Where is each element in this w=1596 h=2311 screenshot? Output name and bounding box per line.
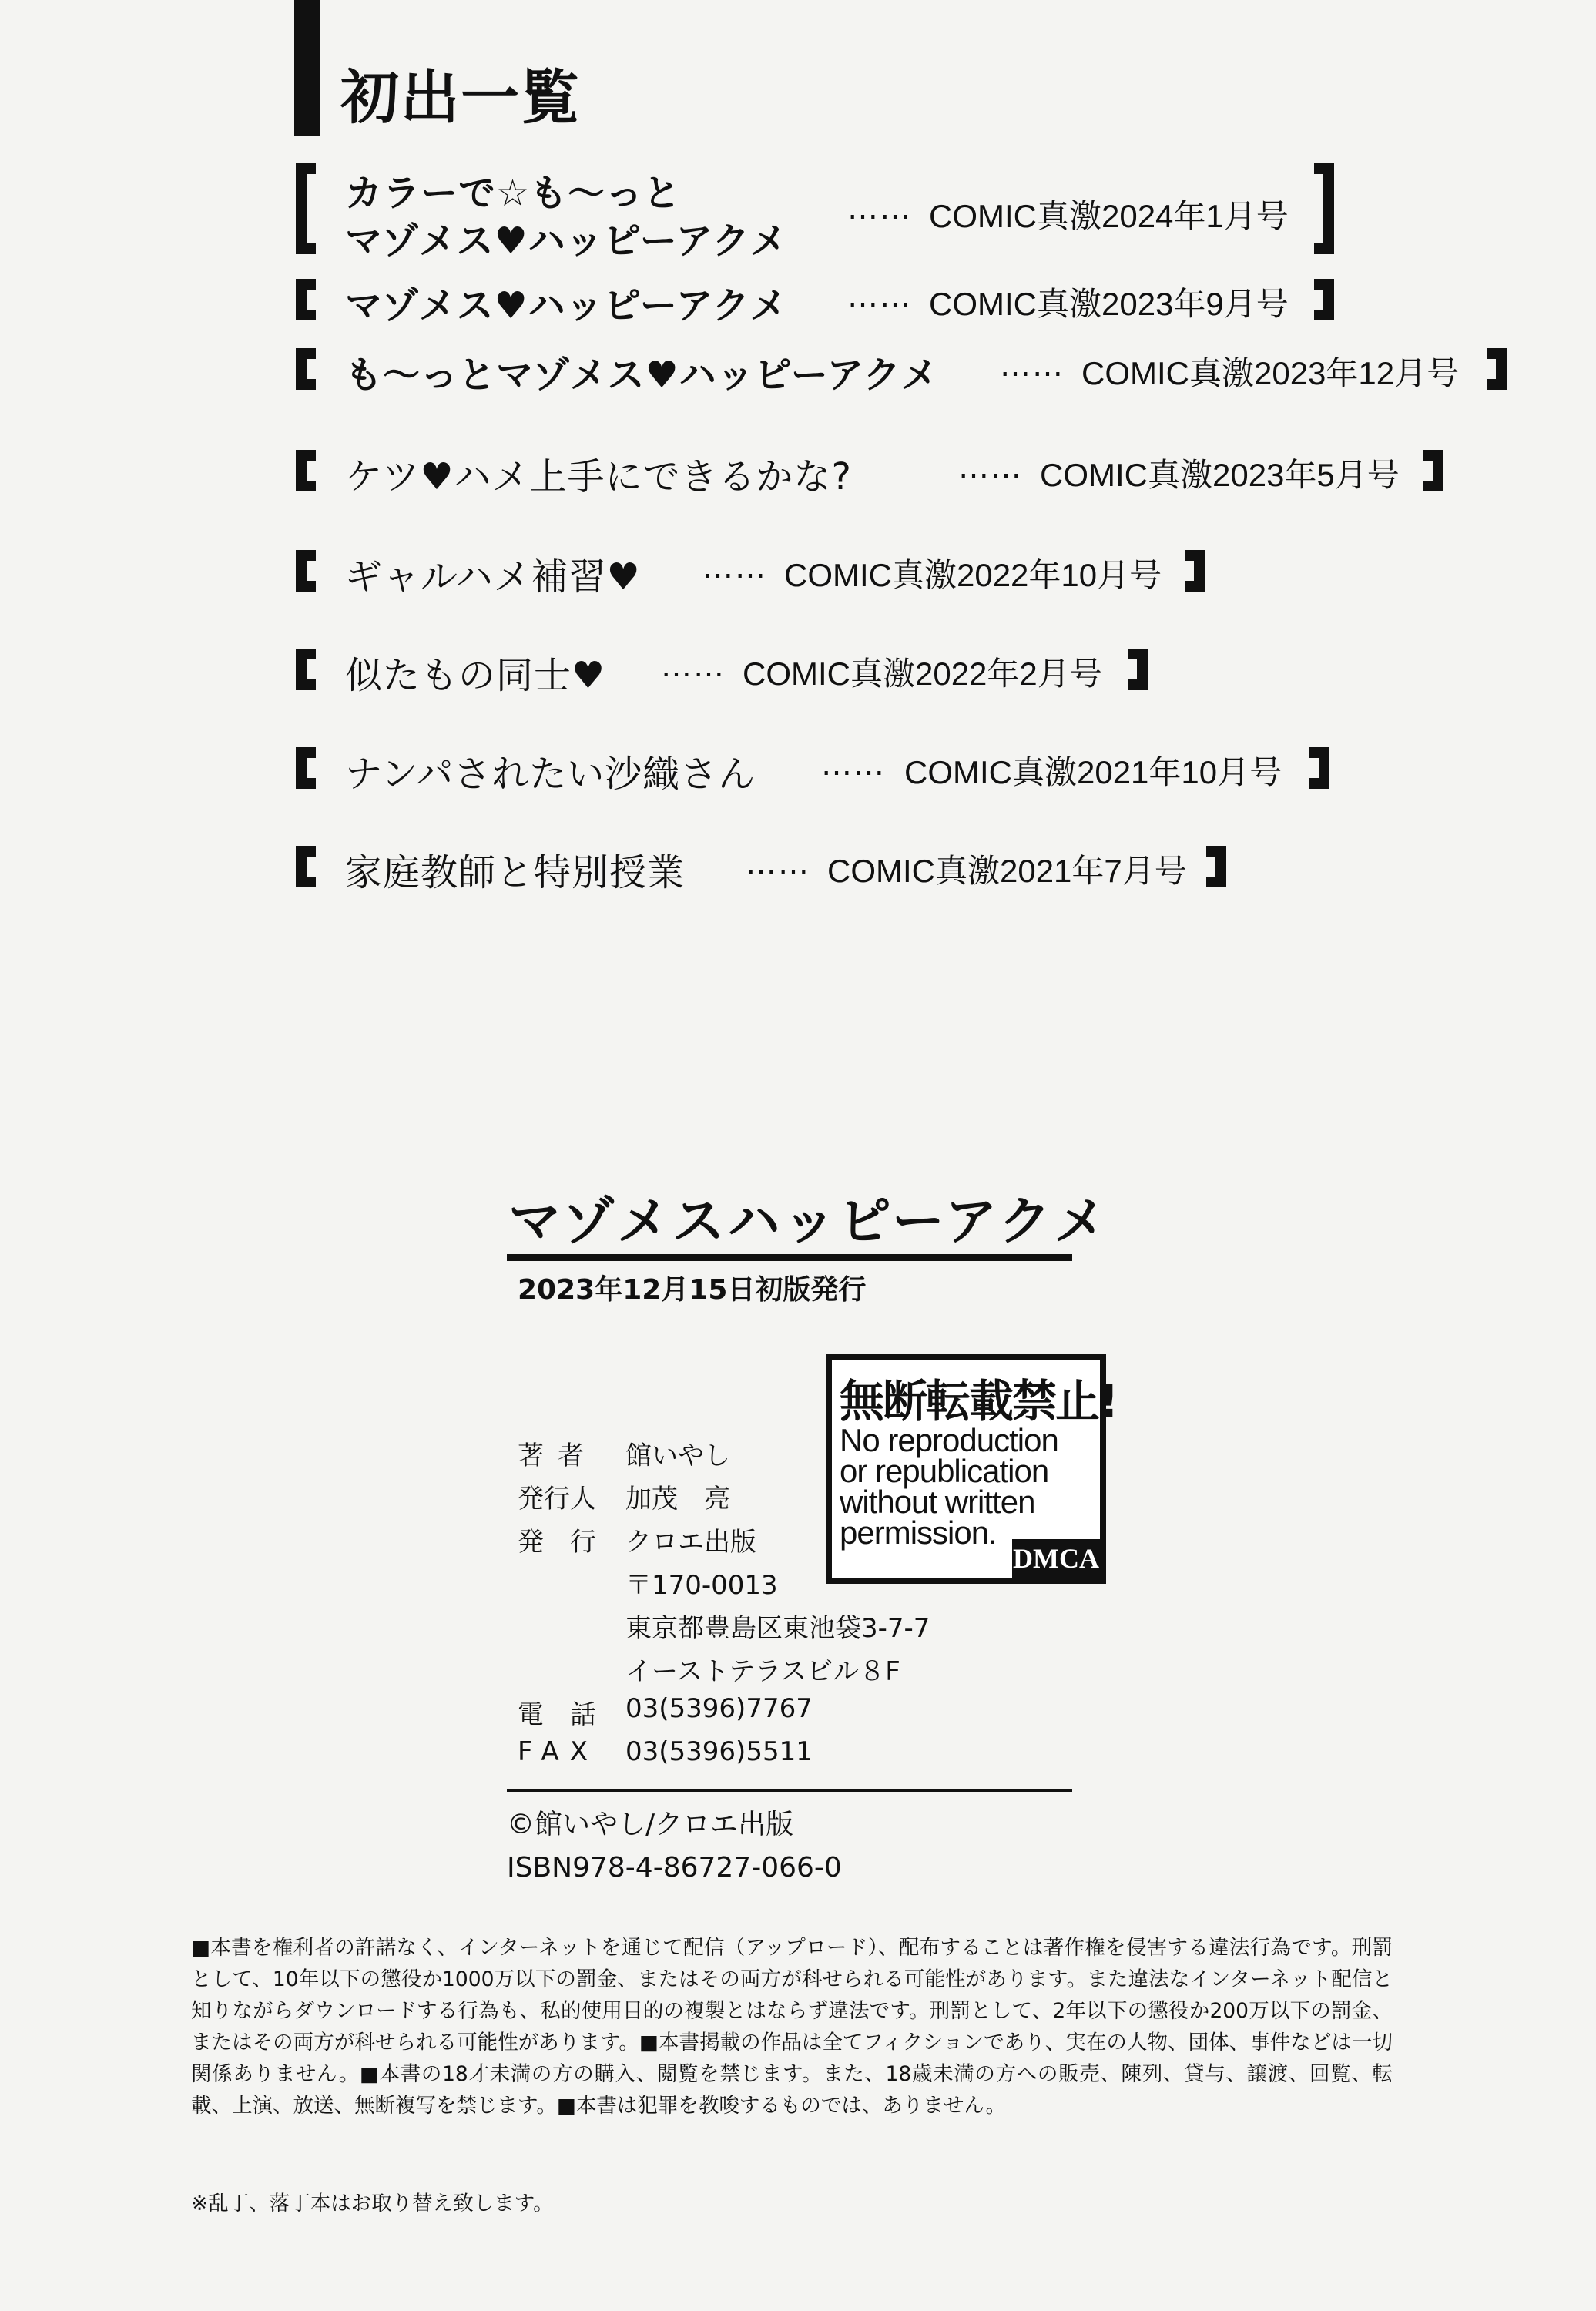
leader-dots: …… (847, 191, 912, 226)
magazine-issue: COMIC真激2021年10月号 (904, 754, 1282, 790)
entry-title: も〜っとマゾメス♥ハッピーアクメ (345, 354, 939, 397)
title-rule (507, 1254, 1072, 1261)
copyright: ©館いやし/クロエ出版 (507, 1809, 794, 1840)
postal-code: 〒170-0013 (625, 1570, 778, 1601)
phone-label: 電話 (518, 1699, 622, 1730)
heading-title: 初出一覧 (340, 63, 581, 132)
entry-title: ナンパされたい沙織さん (345, 753, 756, 796)
right-bracket (1206, 846, 1226, 887)
leader-dots: …… (847, 279, 912, 314)
entry-title: 似たもの同士♥ (345, 654, 606, 697)
leader-dots: …… (1000, 348, 1065, 384)
no-reproduction-line4: permission. (840, 1514, 997, 1551)
publication-date: 2023年12月15日初版発行 (518, 1274, 867, 1306)
magazine-issue: COMIC真激2023年5月号 (1040, 457, 1400, 493)
copyright-rule (507, 1789, 1072, 1792)
left-bracket (296, 846, 316, 887)
fax-number: 03(5396)5511 (625, 1736, 813, 1767)
entry-title: マゾメス♥ハッピーアクメ (345, 284, 788, 327)
entry-title: ギャルハメ補習♥ (345, 555, 641, 599)
credit-label-publisher-person: 発行人 (518, 1484, 596, 1514)
no-reproduction-line1: No reproduction (840, 1422, 1058, 1458)
entry-title-line1: カラーで☆も〜っと (345, 172, 682, 215)
credit-value-author: 館いやし (625, 1441, 730, 1471)
heading-bar (294, 0, 320, 136)
book-title: マゾメスハッピーアクメ (508, 1191, 1109, 1253)
leader-dots: …… (702, 550, 767, 585)
left-bracket (296, 450, 316, 491)
dmca-badge: DMCA (1012, 1539, 1100, 1578)
magazine-issue: COMIC真激2022年2月号 (743, 656, 1102, 692)
right-bracket (1185, 550, 1205, 592)
credit-value-publisher-person: 加茂 亮 (625, 1484, 730, 1514)
left-bracket (296, 348, 316, 390)
right-bracket (1314, 163, 1334, 254)
credit-label-author: 著者 (518, 1441, 598, 1471)
left-bracket (296, 550, 316, 592)
right-bracket (1487, 348, 1507, 390)
right-bracket (1309, 747, 1329, 789)
misprint-note: ※乱丁、落丁本はお取り替え致します。 (191, 2192, 554, 2215)
left-bracket (296, 279, 316, 320)
isbn: ISBN978-4-86727-066-0 (507, 1852, 842, 1883)
credit-label-publisher: 発行 (518, 1527, 622, 1558)
leader-dots: …… (661, 649, 726, 684)
magazine-issue: COMIC真激2023年12月号 (1081, 355, 1460, 391)
leader-dots: …… (821, 747, 886, 783)
left-bracket (296, 163, 316, 254)
magazine-issue: COMIC真激2024年1月号 (929, 198, 1289, 234)
legal-notice: ■本書を権利者の許諾なく、インターネットを通じて配信（アップロード）、配布することは著作権を侵害する違法行為です。刑罰として、10年以下の懲役か1000万以下の罰金、またはその両方が科せられる可能性があります。また違法なインターネット配信と知りながらダウンロードする行為も、私的使用目的の複製とはならず違法です。刑罰として、2年以下の懲役か200万以下の罰金、またはその両方が科せられる可能性があります。■本書掲載の作品は全てフィクションであり、実在の人物、団体、事件などは一切関係ありません。■本書の18才未満の方の購入、閲覧を禁じます。また、18歳未満の方への販売、陳列、貸与、譲渡、回覧、転載、上演、放送、無断複写を禁じます。■本書は犯罪を教唆するものでは、ありません。 (191, 1936, 1393, 2118)
magazine-issue: COMIC真激2023年9月号 (929, 286, 1289, 322)
entry-title: ケツ♥ハメ上手にできるかな? (345, 455, 853, 498)
no-reproduction-line2: or republication (840, 1453, 1049, 1489)
right-bracket (1314, 279, 1334, 320)
address-line1: 東京都豊島区東池袋3-7-7 (625, 1613, 930, 1644)
entry-title: 家庭教師と特別授業 (345, 851, 686, 894)
phone-number: 03(5396)7767 (625, 1693, 813, 1724)
no-reproduction-notice (826, 1354, 1118, 1584)
leader-dots: …… (958, 450, 1023, 485)
address-line2: イーストテラスビル８F (625, 1656, 900, 1687)
no-reproduction-line3: without written (840, 1484, 1035, 1520)
right-bracket (1128, 649, 1148, 690)
right-bracket (1423, 450, 1443, 491)
fax-label: FAX (518, 1736, 598, 1767)
entry-title-line2: マゾメス♥ハッピーアクメ (345, 220, 788, 263)
leader-dots: …… (746, 846, 810, 881)
magazine-issue: COMIC真激2021年7月号 (827, 853, 1187, 889)
left-bracket (296, 747, 316, 789)
left-bracket (296, 649, 316, 690)
credit-value-publisher: クロエ出版 (625, 1527, 756, 1558)
no-reproduction-heading: 無断転載禁止! (840, 1375, 1118, 1427)
magazine-issue: COMIC真激2022年10月号 (784, 557, 1162, 593)
